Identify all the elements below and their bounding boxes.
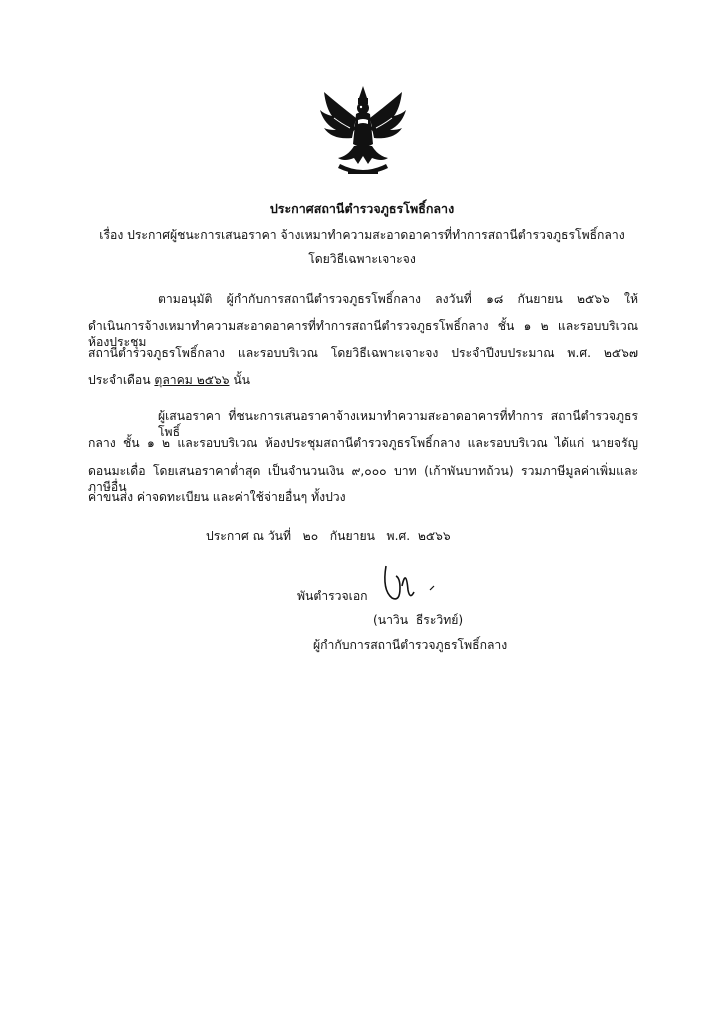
paragraph2-line2: กลาง ชั้น ๑ ๒ และรอบบริเวณ ห้องประชุมสถานีตำรวจภูธรโพธิ์กลาง และรอบบริเวณ ได้แก่ นายจรัญ <box>88 436 638 450</box>
signatory-name: (นาวิน ธีระวิทย์) <box>373 613 464 627</box>
handwritten-signature <box>378 560 448 610</box>
signatory-rank: พันตำรวจเอก <box>297 589 368 603</box>
paragraph2-line3: ดอนมะเดื่อ โดยเสนอราคาต่ำสุด เป็นจำนวนเงิน ๙,๐๐๐ บาท (เก้าพันบาทถ้วน) รวมภาษีมูลค่าเพิ่มและภาษีอื่น <box>88 464 638 494</box>
procurement-method: โดยวิธีเฉพาะเจาะจง <box>308 252 416 266</box>
paragraph1-line2: ดำเนินการจ้างเหมาทำความสะอาดอาคารที่ทำการสถานีตำรวจภูธรโพธิ์กลาง ชั้น ๑ ๒ และรอบบริเวณ ห้องประชุม <box>88 319 638 349</box>
paragraph1-suffix: นั้น <box>233 373 250 387</box>
document-title: ประกาศสถานีตำรวจภูธรโพธิ์กลาง <box>269 201 455 216</box>
garuda-emblem <box>318 84 408 180</box>
paragraph1-line3: สถานีตำรวจภูธรโพธิ์กลาง และรอบบริเวณ โดยวิธีเฉพาะเจาะจง ประจำปีงบประมาณ พ.ศ. ๒๕๖๗ <box>88 346 638 360</box>
paragraph1-line4 <box>88 372 250 388</box>
document-subject: เรื่อง ประกาศผู้ชนะการเสนอราคา จ้างเหมาทำความสะอาดอาคารที่ทำการสถานีตำรวจภูธรโพธิ์กลาง <box>99 228 625 242</box>
paragraph1-month-prefix: ประจำเดือน <box>88 373 151 387</box>
paragraph1-line1: ตามอนุมัติ ผู้กำกับการสถานีตำรวจภูธรโพธิ์กลาง ลงวันที่ ๑๘ กันยายน ๒๕๖๖ ให้ <box>158 292 638 306</box>
paragraph1-month: ตุลาคม ๒๕๖๖ <box>154 373 230 387</box>
announce-date: ประกาศ ณ วันที่ ๒๐ กันยายน พ.ศ. ๒๕๖๖ <box>206 529 451 543</box>
signatory-position: ผู้กำกับการสถานีตำรวจภูธรโพธิ์กลาง <box>313 638 508 652</box>
paragraph2-line4: ค่าขนส่ง ค่าจดทะเบียน และค่าใช้จ่ายอื่นๆ ทั้งปวง <box>88 490 346 504</box>
paragraph2-line1: ผู้เสนอราคา ที่ชนะการเสนอราคาจ้างเหมาทำความสะอาดอาคารที่ทำการ สถานีตำรวจภูธรโพธิ์ <box>158 409 638 439</box>
